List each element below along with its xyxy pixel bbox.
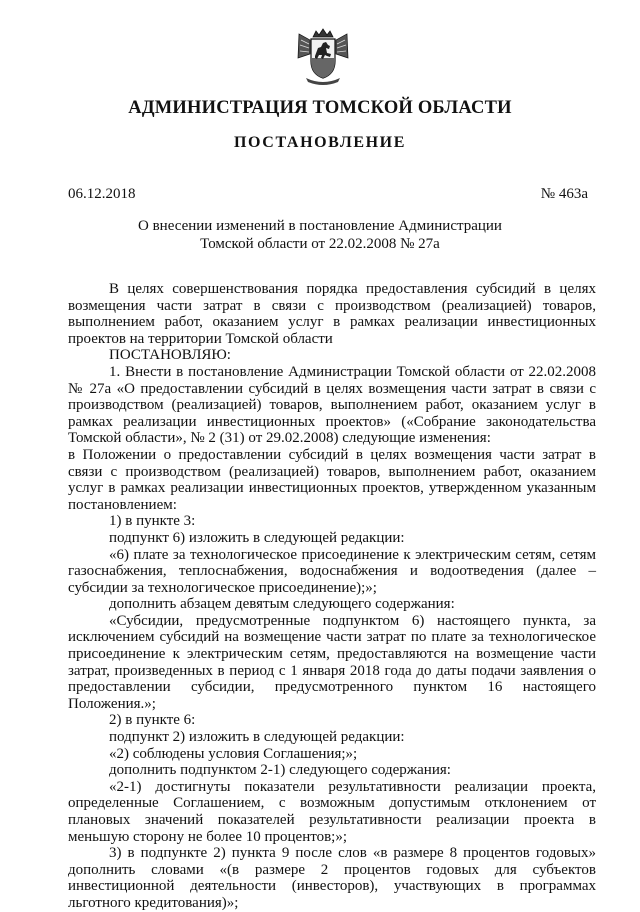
paragraph: «Субсидии, предусмотренные подпунктом 6) настоящего пункта, за исключением субсидий на возмещение части затрат по плате за технологическое присоединение к электрическим сетям, предоставляются на возмещение части затрат, произведенных в период с 1 января 2018 года до даты подачи заявления о предоставлении субсидии, предусмотренного пунктом 16 настоящего Положения.»; [68,612,596,712]
subject-line: Томской области от 22.02.2008 № 27а [200,236,440,252]
paragraph: «6) плате за технологическое присоединение к электрическим сетям, сетям газоснабжения, теплоснабжения, водоснабжения и водоотведения (далее – субсидии за технологическое присоединение);»; [68,546,596,596]
document-number: № 463а [540,186,588,202]
subject-line: О внесении изменений в постановление Администрации [138,218,502,234]
paragraph-preamble: В целях совершенствования порядка предоставления субсидий в целях возмещения части затрат в связи с производством (реализацией) товаров, выполнением работ, оказанием услуг в рамках реализации инвестиционных проектов на территории Томской области [68,281,596,347]
document-date: 06.12.2018 [68,186,136,202]
document-type: ПОСТАНОВЛЕНИЕ [234,134,406,151]
paragraph: 2) в пункте 6: [109,712,196,729]
paragraph-regulation: в Положении о предоставлении субсидий в целях возмещения части затрат в связи с производством (реализацией) товаров, выполнением работ, оказанием услуг в рамках реализации инвестиционных проектов, утвержденном указанным постановлением: [68,446,596,513]
paragraph-item-1: 1. Внести в постановление Администрации Томской области от 22.02.2008 № 27а «О предоставлении субсидий в целях возмещения части затрат в связи с производством (реализацией) товаров, выполнением работ, оказанием услуг в рамках реализации инвестиционных проектов» («Собрание законодательства Томской области», № 2 (31) от 29.02.2008) следующие изменения: [68,363,596,447]
paragraph: дополнить подпунктом 2-1) следующего содержания: [109,762,451,779]
document-body [68,281,596,912]
paragraph: 1) в пункте 3: [109,513,196,530]
paragraph: дополнить абзацем девятым следующего содержания: [109,596,455,613]
paragraph: «2-1) достигнуты показатели результативности реализации проекта, определенные Соглашением, с возможным допустимым отклонением от плановых значений показателей результативности реализации проекта в меньшую сторону не более 10 процентов;»; [68,778,596,845]
paragraph: подпункт 2) изложить в следующей редакции: [109,729,405,746]
paragraph: «2) соблюдены условия Соглашения;»; [109,745,358,762]
organization-title: АДМИНИСТРАЦИЯ ТОМСКОЙ ОБЛАСТИ [128,98,512,118]
paragraph: подпункт 6) изложить в следующей редакции: [109,529,405,546]
paragraph: 3) в подпункте 2) пункта 9 после слов «в размере 8 процентов годовых» дополнить словами «(в размере 2 процентов годовых для субъектов инвестиционной деятельности (инвесторов), участвующих в программах льготного кредитования)»; [68,845,596,911]
coat-of-arms-emblem [296,28,350,86]
document-subject [0,217,640,253]
paragraph-resolve: ПОСТАНОВЛЯЮ: [109,347,231,364]
